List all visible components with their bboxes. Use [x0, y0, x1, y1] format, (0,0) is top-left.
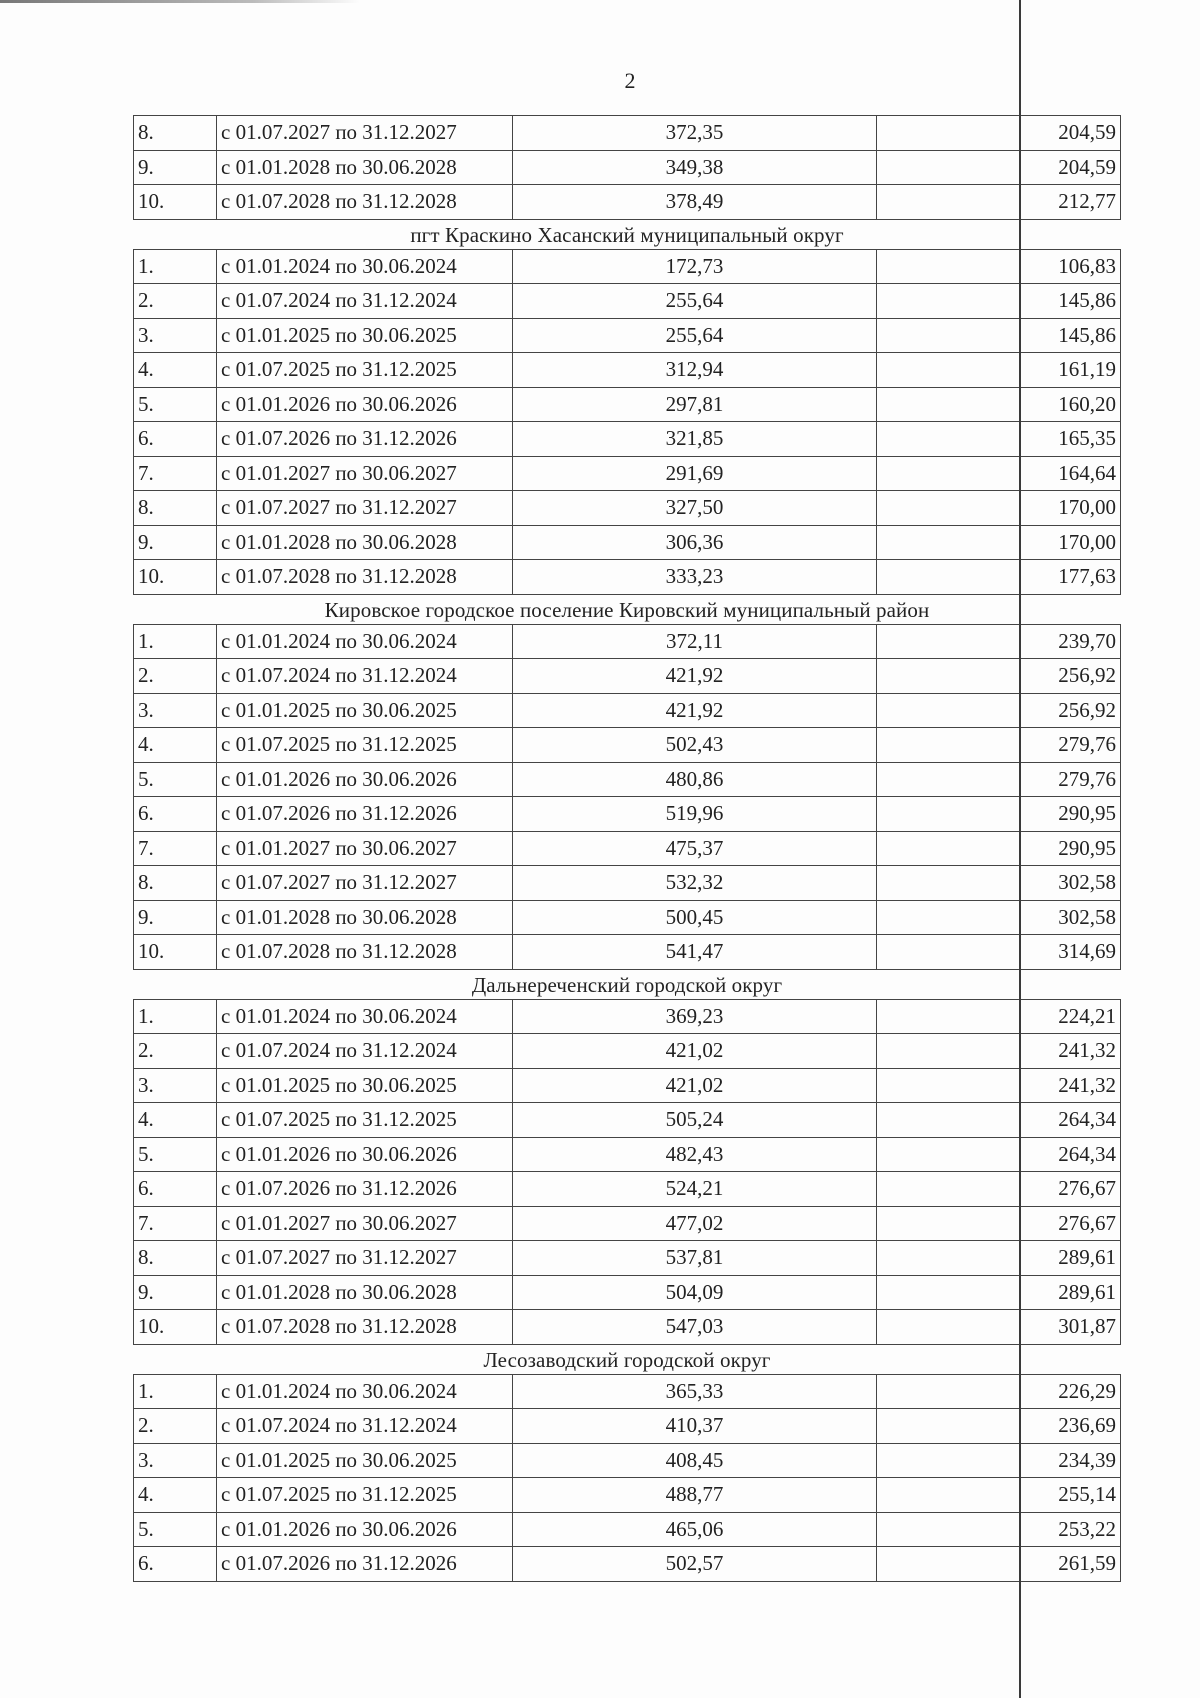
value-cell-2: 241,32 — [877, 1034, 1121, 1069]
value-cell-1: 369,23 — [513, 999, 877, 1034]
value-cell-2: 106,83 — [877, 249, 1121, 284]
period-cell: с 01.01.2028 по 30.06.2028 — [217, 150, 513, 185]
table-row — [134, 1103, 1121, 1138]
table-row — [134, 185, 1121, 220]
row-number: 3. — [134, 1068, 217, 1103]
table-row — [134, 1512, 1121, 1547]
value-cell-2: 145,86 — [877, 318, 1121, 353]
value-cell-1: 378,49 — [513, 185, 877, 220]
section-title: Лесозаводский городской округ — [134, 1344, 1121, 1374]
value-cell-1: 327,50 — [513, 491, 877, 526]
table-row — [134, 1034, 1121, 1069]
row-number: 5. — [134, 1512, 217, 1547]
value-cell-1: 421,92 — [513, 693, 877, 728]
value-cell-2: 170,00 — [877, 525, 1121, 560]
value-cell-2: 164,64 — [877, 456, 1121, 491]
table-row — [134, 318, 1121, 353]
period-cell: с 01.07.2027 по 31.12.2027 — [217, 866, 513, 901]
value-cell-2: 290,95 — [877, 831, 1121, 866]
value-cell-2: 290,95 — [877, 797, 1121, 832]
table-row — [134, 999, 1121, 1034]
row-number: 4. — [134, 728, 217, 763]
row-number: 3. — [134, 318, 217, 353]
value-cell-1: 477,02 — [513, 1206, 877, 1241]
table-row — [134, 1409, 1121, 1444]
period-cell: с 01.07.2024 по 31.12.2024 — [217, 1409, 513, 1444]
value-cell-2: 256,92 — [877, 693, 1121, 728]
value-cell-1: 312,94 — [513, 353, 877, 388]
value-cell-2: 256,92 — [877, 659, 1121, 694]
value-cell-2: 177,63 — [877, 560, 1121, 595]
row-number: 1. — [134, 999, 217, 1034]
period-cell: с 01.07.2028 по 31.12.2028 — [217, 560, 513, 595]
row-number: 8. — [134, 116, 217, 151]
value-cell-2: 212,77 — [877, 185, 1121, 220]
table-row — [134, 866, 1121, 901]
period-cell: с 01.07.2028 по 31.12.2028 — [217, 185, 513, 220]
row-number: 10. — [134, 935, 217, 970]
value-cell-2: 302,58 — [877, 866, 1121, 901]
value-cell-1: 421,92 — [513, 659, 877, 694]
value-cell-1: 365,33 — [513, 1374, 877, 1409]
value-cell-2: 239,70 — [877, 624, 1121, 659]
row-number: 7. — [134, 1206, 217, 1241]
value-cell-2: 236,69 — [877, 1409, 1121, 1444]
table-row — [134, 762, 1121, 797]
row-number: 9. — [134, 900, 217, 935]
table-row — [134, 116, 1121, 151]
scan-edge-artifact — [0, 0, 360, 3]
table-row — [134, 1478, 1121, 1513]
value-cell-1: 306,36 — [513, 525, 877, 560]
period-cell: с 01.01.2026 по 30.06.2026 — [217, 1512, 513, 1547]
period-cell: с 01.01.2025 по 30.06.2025 — [217, 1443, 513, 1478]
table-row — [134, 525, 1121, 560]
table-row — [134, 1241, 1121, 1276]
section-header-row — [134, 1344, 1121, 1374]
table-row — [134, 249, 1121, 284]
value-cell-1: 291,69 — [513, 456, 877, 491]
section-title: Дальнереченский городской округ — [134, 969, 1121, 999]
value-cell-2: 241,32 — [877, 1068, 1121, 1103]
period-cell: с 01.01.2026 по 30.06.2026 — [217, 387, 513, 422]
row-number: 7. — [134, 831, 217, 866]
period-cell: с 01.01.2028 по 30.06.2028 — [217, 900, 513, 935]
table-row — [134, 422, 1121, 457]
value-cell-1: 547,03 — [513, 1310, 877, 1345]
value-cell-2: 261,59 — [877, 1547, 1121, 1582]
period-cell: с 01.07.2027 по 31.12.2027 — [217, 491, 513, 526]
value-cell-2: 255,14 — [877, 1478, 1121, 1513]
tariff-table — [133, 115, 1121, 1582]
value-cell-1: 421,02 — [513, 1068, 877, 1103]
table-row — [134, 797, 1121, 832]
fold-line — [1019, 0, 1021, 1698]
table-row — [134, 456, 1121, 491]
row-number: 1. — [134, 1374, 217, 1409]
period-cell: с 01.01.2024 по 30.06.2024 — [217, 624, 513, 659]
row-number: 5. — [134, 1137, 217, 1172]
row-number: 2. — [134, 284, 217, 319]
value-cell-2: 289,61 — [877, 1275, 1121, 1310]
value-cell-1: 519,96 — [513, 797, 877, 832]
value-cell-1: 421,02 — [513, 1034, 877, 1069]
period-cell: с 01.07.2028 по 31.12.2028 — [217, 1310, 513, 1345]
table-row — [134, 693, 1121, 728]
value-cell-1: 488,77 — [513, 1478, 877, 1513]
value-cell-2: 264,34 — [877, 1103, 1121, 1138]
value-cell-1: 532,32 — [513, 866, 877, 901]
row-number: 3. — [134, 1443, 217, 1478]
value-cell-2: 204,59 — [877, 150, 1121, 185]
period-cell: с 01.07.2027 по 31.12.2027 — [217, 116, 513, 151]
value-cell-2: 264,34 — [877, 1137, 1121, 1172]
row-number: 7. — [134, 456, 217, 491]
value-cell-1: 480,86 — [513, 762, 877, 797]
row-number: 9. — [134, 150, 217, 185]
value-cell-1: 349,38 — [513, 150, 877, 185]
table-row — [134, 1374, 1121, 1409]
period-cell: с 01.07.2025 по 31.12.2025 — [217, 1103, 513, 1138]
period-cell: с 01.01.2024 по 30.06.2024 — [217, 1374, 513, 1409]
period-cell: с 01.01.2028 по 30.06.2028 — [217, 525, 513, 560]
value-cell-1: 372,11 — [513, 624, 877, 659]
table-row — [134, 353, 1121, 388]
table-row — [134, 900, 1121, 935]
table-row — [134, 387, 1121, 422]
row-number: 1. — [134, 249, 217, 284]
value-cell-1: 524,21 — [513, 1172, 877, 1207]
value-cell-1: 255,64 — [513, 284, 877, 319]
period-cell: с 01.01.2027 по 30.06.2027 — [217, 831, 513, 866]
value-cell-1: 482,43 — [513, 1137, 877, 1172]
table-row — [134, 1310, 1121, 1345]
period-cell: с 01.07.2025 по 31.12.2025 — [217, 1478, 513, 1513]
row-number: 2. — [134, 659, 217, 694]
value-cell-2: 160,20 — [877, 387, 1121, 422]
period-cell: с 01.01.2026 по 30.06.2026 — [217, 762, 513, 797]
section-title: пгт Краскино Хасанский муниципальный округ — [134, 219, 1121, 249]
row-number: 3. — [134, 693, 217, 728]
section-header-row — [134, 594, 1121, 624]
table-row — [134, 935, 1121, 970]
value-cell-1: 500,45 — [513, 900, 877, 935]
value-cell-2: 279,76 — [877, 762, 1121, 797]
row-number: 2. — [134, 1034, 217, 1069]
value-cell-1: 333,23 — [513, 560, 877, 595]
row-number: 10. — [134, 560, 217, 595]
value-cell-2: 289,61 — [877, 1241, 1121, 1276]
period-cell: с 01.07.2024 по 31.12.2024 — [217, 1034, 513, 1069]
page-number: 2 — [624, 68, 636, 93]
value-cell-1: 297,81 — [513, 387, 877, 422]
value-cell-1: 408,45 — [513, 1443, 877, 1478]
value-cell-2: 224,21 — [877, 999, 1121, 1034]
value-cell-2: 279,76 — [877, 728, 1121, 763]
period-cell: с 01.01.2025 по 30.06.2025 — [217, 693, 513, 728]
period-cell: с 01.01.2027 по 30.06.2027 — [217, 456, 513, 491]
value-cell-2: 226,29 — [877, 1374, 1121, 1409]
value-cell-2: 276,67 — [877, 1172, 1121, 1207]
value-cell-2: 253,22 — [877, 1512, 1121, 1547]
row-number: 9. — [134, 525, 217, 560]
period-cell: с 01.07.2024 по 31.12.2024 — [217, 659, 513, 694]
period-cell: с 01.01.2025 по 30.06.2025 — [217, 1068, 513, 1103]
value-cell-2: 170,00 — [877, 491, 1121, 526]
row-number: 2. — [134, 1409, 217, 1444]
period-cell: с 01.07.2024 по 31.12.2024 — [217, 284, 513, 319]
value-cell-1: 372,35 — [513, 116, 877, 151]
value-cell-1: 172,73 — [513, 249, 877, 284]
table-row — [134, 491, 1121, 526]
period-cell: с 01.01.2025 по 30.06.2025 — [217, 318, 513, 353]
section-header-row — [134, 219, 1121, 249]
row-number: 9. — [134, 1275, 217, 1310]
table-row — [134, 1068, 1121, 1103]
table-row — [134, 1443, 1121, 1478]
value-cell-1: 475,37 — [513, 831, 877, 866]
table-row — [134, 1206, 1121, 1241]
value-cell-2: 302,58 — [877, 900, 1121, 935]
table-row — [134, 560, 1121, 595]
tariff-table-body — [134, 116, 1121, 1582]
section-title: Кировское городское поселение Кировский муниципальный район — [134, 594, 1121, 624]
section-header-row — [134, 969, 1121, 999]
period-cell: с 01.07.2026 по 31.12.2026 — [217, 1547, 513, 1582]
row-number: 1. — [134, 624, 217, 659]
period-cell: с 01.01.2024 по 30.06.2024 — [217, 249, 513, 284]
row-number: 5. — [134, 387, 217, 422]
row-number: 6. — [134, 1547, 217, 1582]
value-cell-2: 161,19 — [877, 353, 1121, 388]
row-number: 4. — [134, 1478, 217, 1513]
value-cell-1: 321,85 — [513, 422, 877, 457]
row-number: 8. — [134, 491, 217, 526]
period-cell: с 01.01.2024 по 30.06.2024 — [217, 999, 513, 1034]
value-cell-1: 502,57 — [513, 1547, 877, 1582]
table-row — [134, 150, 1121, 185]
period-cell: с 01.01.2027 по 30.06.2027 — [217, 1206, 513, 1241]
row-number: 6. — [134, 422, 217, 457]
value-cell-1: 504,09 — [513, 1275, 877, 1310]
table-row — [134, 659, 1121, 694]
row-number: 4. — [134, 1103, 217, 1138]
value-cell-2: 276,67 — [877, 1206, 1121, 1241]
value-cell-2: 204,59 — [877, 116, 1121, 151]
period-cell: с 01.01.2026 по 30.06.2026 — [217, 1137, 513, 1172]
table-row — [134, 1137, 1121, 1172]
row-number: 8. — [134, 1241, 217, 1276]
table-row — [134, 284, 1121, 319]
period-cell: с 01.07.2028 по 31.12.2028 — [217, 935, 513, 970]
table-row — [134, 624, 1121, 659]
value-cell-1: 255,64 — [513, 318, 877, 353]
period-cell: с 01.07.2026 по 31.12.2026 — [217, 1172, 513, 1207]
value-cell-1: 502,43 — [513, 728, 877, 763]
value-cell-1: 505,24 — [513, 1103, 877, 1138]
table-row — [134, 831, 1121, 866]
value-cell-2: 234,39 — [877, 1443, 1121, 1478]
value-cell-1: 541,47 — [513, 935, 877, 970]
row-number: 8. — [134, 866, 217, 901]
value-cell-2: 301,87 — [877, 1310, 1121, 1345]
period-cell: с 01.07.2026 по 31.12.2026 — [217, 797, 513, 832]
value-cell-1: 537,81 — [513, 1241, 877, 1276]
table-row — [134, 1172, 1121, 1207]
period-cell: с 01.07.2027 по 31.12.2027 — [217, 1241, 513, 1276]
period-cell: с 01.07.2025 по 31.12.2025 — [217, 353, 513, 388]
value-cell-2: 314,69 — [877, 935, 1121, 970]
value-cell-1: 465,06 — [513, 1512, 877, 1547]
value-cell-2: 165,35 — [877, 422, 1121, 457]
value-cell-1: 410,37 — [513, 1409, 877, 1444]
row-number: 4. — [134, 353, 217, 388]
period-cell: с 01.07.2026 по 31.12.2026 — [217, 422, 513, 457]
value-cell-2: 145,86 — [877, 284, 1121, 319]
period-cell: с 01.07.2025 по 31.12.2025 — [217, 728, 513, 763]
row-number: 6. — [134, 1172, 217, 1207]
row-number: 5. — [134, 762, 217, 797]
table-row — [134, 728, 1121, 763]
table-row — [134, 1547, 1121, 1582]
table-row — [134, 1275, 1121, 1310]
row-number: 10. — [134, 1310, 217, 1345]
row-number: 6. — [134, 797, 217, 832]
row-number: 10. — [134, 185, 217, 220]
period-cell: с 01.01.2028 по 30.06.2028 — [217, 1275, 513, 1310]
